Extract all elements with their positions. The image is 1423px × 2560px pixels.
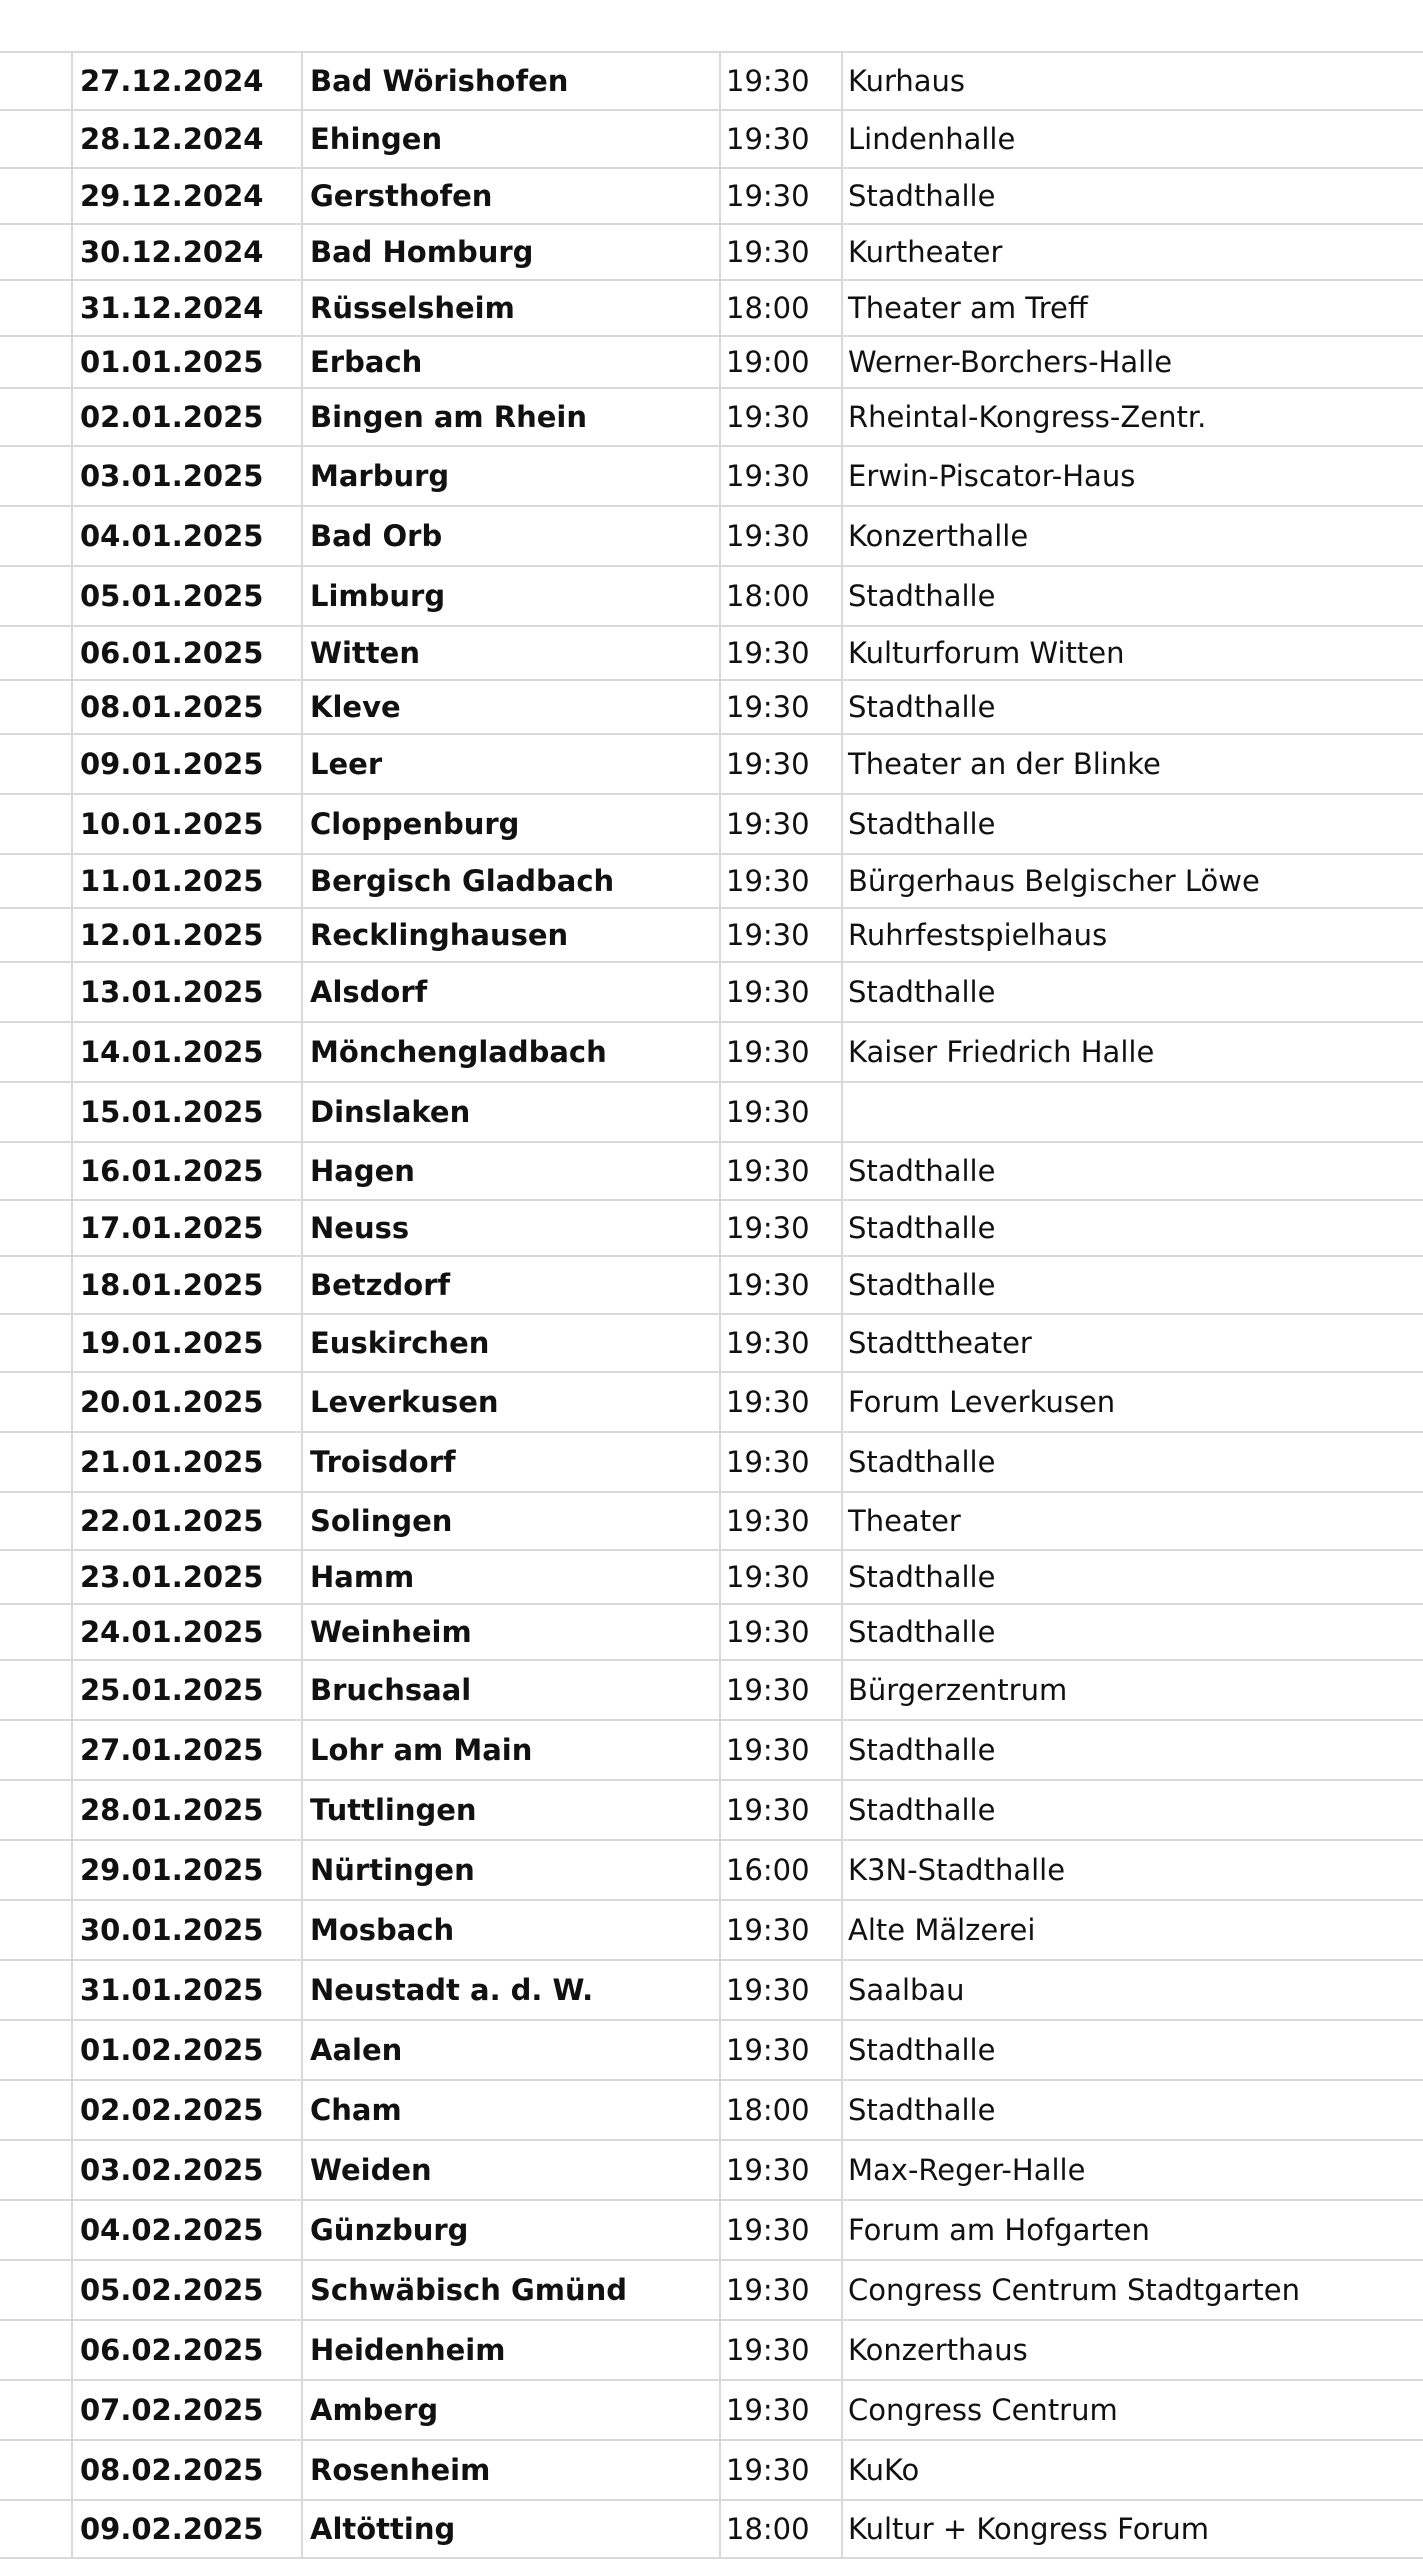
- city-cell: Betzdorf: [310, 1268, 451, 1302]
- table-row: [0, 280, 1423, 336]
- table-row: [0, 388, 1423, 446]
- date-cell: 27.01.2025: [80, 1733, 264, 1767]
- time-cell: 19:30: [726, 975, 810, 1009]
- city-cell: Bergisch Gladbach: [310, 864, 615, 898]
- time-cell: 19:30: [726, 1326, 810, 1360]
- row-divider: [0, 1549, 1423, 1551]
- table-row: [0, 2320, 1423, 2380]
- row-divider: [0, 2199, 1423, 2201]
- city-cell: Cham: [310, 2093, 402, 2127]
- row-divider: [0, 1719, 1423, 1721]
- table-row: [0, 1082, 1423, 1142]
- date-cell: 29.12.2024: [80, 179, 264, 213]
- time-cell: 19:30: [726, 1973, 810, 2007]
- row-divider: [0, 505, 1423, 507]
- date-cell: 17.01.2025: [80, 1211, 264, 1245]
- time-cell: 19:30: [726, 400, 810, 434]
- date-cell: 31.01.2025: [80, 1973, 264, 2007]
- city-cell: Günzburg: [310, 2213, 469, 2247]
- venue-cell: Kultur + Kongress Forum: [848, 2512, 1210, 2546]
- venue-cell: Theater: [848, 1504, 961, 1538]
- date-cell: 28.12.2024: [80, 122, 264, 156]
- venue-cell: Stadttheater: [848, 1326, 1032, 1360]
- table-row: [0, 2200, 1423, 2260]
- row-divider: [0, 2139, 1423, 2141]
- date-cell: 09.02.2025: [80, 2512, 264, 2546]
- row-divider: [0, 1431, 1423, 1433]
- table-row: [0, 854, 1423, 908]
- city-cell: Schwäbisch Gmünd: [310, 2273, 628, 2307]
- table-row: [0, 2380, 1423, 2440]
- row-divider: [0, 1021, 1423, 1023]
- time-cell: 18:00: [726, 291, 810, 325]
- city-cell: Bad Homburg: [310, 235, 534, 269]
- time-cell: 19:30: [726, 64, 810, 98]
- table-row: [0, 224, 1423, 280]
- column-divider: [841, 52, 843, 2558]
- table-row: [0, 680, 1423, 734]
- table-row: [0, 2080, 1423, 2140]
- city-cell: Gersthofen: [310, 179, 493, 213]
- city-cell: Rosenheim: [310, 2453, 491, 2487]
- date-cell: 03.01.2025: [80, 459, 264, 493]
- venue-cell: Stadthalle: [848, 2093, 996, 2127]
- time-cell: 19:30: [726, 1673, 810, 1707]
- time-cell: 19:30: [726, 690, 810, 724]
- date-cell: 22.01.2025: [80, 1504, 264, 1538]
- table-row: [0, 1720, 1423, 1780]
- row-divider: [0, 2439, 1423, 2441]
- time-cell: 16:00: [726, 1853, 810, 1887]
- row-divider: [0, 961, 1423, 963]
- row-divider: [0, 445, 1423, 447]
- time-cell: 19:30: [726, 1154, 810, 1188]
- city-cell: Neustadt a. d. W.: [310, 1973, 594, 2007]
- city-cell: Leer: [310, 747, 383, 781]
- venue-cell: Stadthalle: [848, 1615, 996, 1649]
- venue-cell: Stadthalle: [848, 1211, 996, 1245]
- row-divider: [0, 1659, 1423, 1661]
- table-row: [0, 908, 1423, 962]
- row-divider: [0, 223, 1423, 225]
- table-row: [0, 2500, 1423, 2558]
- city-cell: Euskirchen: [310, 1326, 490, 1360]
- table-row: [0, 566, 1423, 626]
- city-cell: Hagen: [310, 1154, 415, 1188]
- date-cell: 16.01.2025: [80, 1154, 264, 1188]
- row-divider: [0, 1603, 1423, 1605]
- time-cell: 19:30: [726, 235, 810, 269]
- date-cell: 18.01.2025: [80, 1268, 264, 1302]
- venue-cell: Max-Reger-Halle: [848, 2153, 1086, 2187]
- table-row: [0, 1780, 1423, 1840]
- date-cell: 08.02.2025: [80, 2453, 264, 2487]
- time-cell: 19:30: [726, 1504, 810, 1538]
- time-cell: 19:30: [726, 2393, 810, 2427]
- time-cell: 19:30: [726, 2153, 810, 2187]
- table-row: [0, 962, 1423, 1022]
- time-cell: 19:30: [726, 1615, 810, 1649]
- city-cell: Bingen am Rhein: [310, 400, 587, 434]
- venue-cell: Kurtheater: [848, 235, 1003, 269]
- time-cell: 19:30: [726, 1913, 810, 1947]
- row-divider: [0, 625, 1423, 627]
- table-row: [0, 1314, 1423, 1372]
- table-row: [0, 336, 1423, 388]
- row-divider: [0, 733, 1423, 735]
- table-row: [0, 506, 1423, 566]
- city-cell: Bad Wörishofen: [310, 64, 569, 98]
- time-cell: 18:00: [726, 579, 810, 613]
- time-cell: 19:30: [726, 1211, 810, 1245]
- date-cell: 08.01.2025: [80, 690, 264, 724]
- time-cell: 19:30: [726, 1095, 810, 1129]
- row-divider: [0, 109, 1423, 111]
- city-cell: Mönchengladbach: [310, 1035, 607, 1069]
- row-divider: [0, 1141, 1423, 1143]
- venue-cell: Rheintal-Kongress-Zentr.: [848, 400, 1207, 434]
- city-cell: Marburg: [310, 459, 450, 493]
- venue-cell: Stadthalle: [848, 1268, 996, 1302]
- row-divider: [0, 793, 1423, 795]
- city-cell: Mosbach: [310, 1913, 455, 1947]
- date-cell: 13.01.2025: [80, 975, 264, 1009]
- venue-cell: Alte Mälzerei: [848, 1913, 1036, 1947]
- date-cell: 11.01.2025: [80, 864, 264, 898]
- venue-cell: Congress Centrum Stadtgarten: [848, 2273, 1300, 2307]
- time-cell: 19:30: [726, 864, 810, 898]
- table-row: [0, 2140, 1423, 2200]
- city-cell: Kleve: [310, 690, 401, 724]
- table-row: [0, 1256, 1423, 1314]
- date-cell: 21.01.2025: [80, 1445, 264, 1479]
- time-cell: 19:30: [726, 918, 810, 952]
- table-row: [0, 110, 1423, 168]
- time-cell: 18:00: [726, 2093, 810, 2127]
- date-cell: 09.01.2025: [80, 747, 264, 781]
- row-divider: [0, 1491, 1423, 1493]
- row-divider: [0, 279, 1423, 281]
- table-row: [0, 1840, 1423, 1900]
- city-cell: Rüsselsheim: [310, 291, 515, 325]
- date-cell: 02.01.2025: [80, 400, 264, 434]
- time-cell: 19:30: [726, 1445, 810, 1479]
- time-cell: 19:30: [726, 1268, 810, 1302]
- row-divider: [0, 387, 1423, 389]
- city-cell: Bruchsaal: [310, 1673, 472, 1707]
- venue-cell: Stadthalle: [848, 1793, 996, 1827]
- row-divider: [0, 2557, 1423, 2559]
- row-divider: [0, 907, 1423, 909]
- city-cell: Recklinghausen: [310, 918, 569, 952]
- venue-cell: Ruhrfestspielhaus: [848, 918, 1108, 952]
- table-row: [0, 1900, 1423, 1960]
- row-divider: [0, 2079, 1423, 2081]
- time-cell: 19:30: [726, 459, 810, 493]
- date-cell: 01.01.2025: [80, 345, 264, 379]
- venue-cell: Werner-Borchers-Halle: [848, 345, 1173, 379]
- row-divider: [0, 2319, 1423, 2321]
- city-cell: Bad Orb: [310, 519, 443, 553]
- row-divider: [0, 335, 1423, 337]
- row-divider: [0, 679, 1423, 681]
- venue-cell: Erwin-Piscator-Haus: [848, 459, 1136, 493]
- venue-cell: Stadthalle: [848, 179, 996, 213]
- row-divider: [0, 2019, 1423, 2021]
- table-row: [0, 1022, 1423, 1082]
- date-cell: 24.01.2025: [80, 1615, 264, 1649]
- date-cell: 04.01.2025: [80, 519, 264, 553]
- table-row: [0, 2020, 1423, 2080]
- time-cell: 19:00: [726, 345, 810, 379]
- city-cell: Ehingen: [310, 122, 443, 156]
- date-cell: 07.02.2025: [80, 2393, 264, 2427]
- city-cell: Solingen: [310, 1504, 453, 1538]
- venue-cell: Theater am Treff: [848, 291, 1088, 325]
- row-divider: [0, 1899, 1423, 1901]
- date-cell: 30.01.2025: [80, 1913, 264, 1947]
- date-cell: 15.01.2025: [80, 1095, 264, 1129]
- date-cell: 05.01.2025: [80, 579, 264, 613]
- venue-cell: Konzerthaus: [848, 2333, 1028, 2367]
- time-cell: 19:30: [726, 807, 810, 841]
- city-cell: Nürtingen: [310, 1853, 475, 1887]
- venue-cell: KuKo: [848, 2453, 920, 2487]
- venue-cell: Kaiser Friedrich Halle: [848, 1035, 1155, 1069]
- table-row: [0, 1660, 1423, 1720]
- row-divider: [0, 1081, 1423, 1083]
- time-cell: 19:30: [726, 2213, 810, 2247]
- row-divider: [0, 565, 1423, 567]
- row-divider: [0, 2499, 1423, 2501]
- time-cell: 19:30: [726, 519, 810, 553]
- time-cell: 19:30: [726, 1733, 810, 1767]
- time-cell: 19:30: [726, 2453, 810, 2487]
- date-cell: 28.01.2025: [80, 1793, 264, 1827]
- city-cell: Neuss: [310, 1211, 410, 1245]
- time-cell: 19:30: [726, 1560, 810, 1594]
- city-cell: Amberg: [310, 2393, 439, 2427]
- city-cell: Aalen: [310, 2033, 403, 2067]
- table-row: [0, 52, 1423, 110]
- date-cell: 29.01.2025: [80, 1853, 264, 1887]
- row-divider: [0, 51, 1423, 53]
- column-divider: [71, 52, 73, 2558]
- date-cell: 05.02.2025: [80, 2273, 264, 2307]
- row-divider: [0, 1959, 1423, 1961]
- city-cell: Limburg: [310, 579, 446, 613]
- venue-cell: Lindenhalle: [848, 122, 1016, 156]
- city-cell: Hamm: [310, 1560, 415, 1594]
- venue-cell: K3N-Stadthalle: [848, 1853, 1066, 1887]
- venue-cell: Theater an der Blinke: [848, 747, 1161, 781]
- table-row: [0, 734, 1423, 794]
- venue-cell: Stadthalle: [848, 579, 996, 613]
- venue-cell: Congress Centrum: [848, 2393, 1118, 2427]
- row-divider: [0, 1839, 1423, 1841]
- column-divider: [719, 52, 721, 2558]
- row-divider: [0, 853, 1423, 855]
- time-cell: 19:30: [726, 1793, 810, 1827]
- venue-cell: Stadthalle: [848, 690, 996, 724]
- row-divider: [0, 1313, 1423, 1315]
- venue-cell: Stadthalle: [848, 2033, 996, 2067]
- venue-cell: Konzerthalle: [848, 519, 1029, 553]
- table-row: [0, 168, 1423, 224]
- time-cell: 19:30: [726, 2033, 810, 2067]
- date-cell: 06.02.2025: [80, 2333, 264, 2367]
- table-row: [0, 1142, 1423, 1200]
- table-row: [0, 1960, 1423, 2020]
- venue-cell: [842, 1082, 1423, 1142]
- city-cell: Heidenheim: [310, 2333, 506, 2367]
- row-divider: [0, 2379, 1423, 2381]
- row-divider: [0, 1255, 1423, 1257]
- city-cell: Altötting: [310, 2512, 456, 2546]
- venue-cell: Stadthalle: [848, 1560, 996, 1594]
- table-row: [0, 1372, 1423, 1432]
- city-cell: Cloppenburg: [310, 807, 520, 841]
- venue-cell: Bürgerzentrum: [848, 1673, 1068, 1707]
- venue-cell: Forum Leverkusen: [848, 1385, 1116, 1419]
- date-cell: 23.01.2025: [80, 1560, 264, 1594]
- time-cell: 19:30: [726, 747, 810, 781]
- row-divider: [0, 1199, 1423, 1201]
- venue-cell: Stadthalle: [848, 807, 996, 841]
- venue-cell: Stadthalle: [848, 1733, 996, 1767]
- date-cell: 30.12.2024: [80, 235, 264, 269]
- time-cell: 19:30: [726, 122, 810, 156]
- time-cell: 19:30: [726, 1385, 810, 1419]
- venue-cell: Stadthalle: [848, 1154, 996, 1188]
- date-cell: 25.01.2025: [80, 1673, 264, 1707]
- date-cell: 20.01.2025: [80, 1385, 264, 1419]
- time-cell: 19:30: [726, 1035, 810, 1069]
- venue-cell: Kurhaus: [848, 64, 966, 98]
- city-cell: Tuttlingen: [310, 1793, 477, 1827]
- column-divider: [301, 52, 303, 2558]
- time-cell: 19:30: [726, 179, 810, 213]
- time-cell: 19:30: [726, 2273, 810, 2307]
- table-row: [0, 1432, 1423, 1492]
- venue-cell: Forum am Hofgarten: [848, 2213, 1150, 2247]
- date-cell: 04.02.2025: [80, 2213, 264, 2247]
- table-row: [0, 794, 1423, 854]
- row-divider: [0, 1779, 1423, 1781]
- date-cell: 14.01.2025: [80, 1035, 264, 1069]
- date-cell: 06.01.2025: [80, 636, 264, 670]
- venue-cell: Kulturforum Witten: [848, 636, 1125, 670]
- time-cell: 19:30: [726, 2333, 810, 2367]
- date-cell: 01.02.2025: [80, 2033, 264, 2067]
- table-row: [0, 1604, 1423, 1660]
- venue-cell: Stadthalle: [848, 1445, 996, 1479]
- city-cell: Troisdorf: [310, 1445, 456, 1479]
- time-cell: 18:00: [726, 2512, 810, 2546]
- city-cell: Dinslaken: [310, 1095, 471, 1129]
- venue-cell: Saalbau: [848, 1973, 965, 2007]
- date-cell: 27.12.2024: [80, 64, 264, 98]
- date-cell: 19.01.2025: [80, 1326, 264, 1360]
- date-cell: 02.02.2025: [80, 2093, 264, 2127]
- table-row: [0, 446, 1423, 506]
- table-row: [0, 1200, 1423, 1256]
- date-cell: 10.01.2025: [80, 807, 264, 841]
- table-row: [0, 1492, 1423, 1550]
- row-divider: [0, 1371, 1423, 1373]
- table-row: [0, 626, 1423, 680]
- date-cell: 12.01.2025: [80, 918, 264, 952]
- table-row: [0, 2440, 1423, 2500]
- venue-cell: Bürgerhaus Belgischer Löwe: [848, 864, 1260, 898]
- time-cell: 19:30: [726, 636, 810, 670]
- city-cell: Leverkusen: [310, 1385, 499, 1419]
- city-cell: Lohr am Main: [310, 1733, 533, 1767]
- date-cell: 03.02.2025: [80, 2153, 264, 2187]
- city-cell: Witten: [310, 636, 420, 670]
- city-cell: Alsdorf: [310, 975, 428, 1009]
- row-divider: [0, 167, 1423, 169]
- city-cell: Erbach: [310, 345, 423, 379]
- table-row: [0, 1550, 1423, 1604]
- date-cell: 31.12.2024: [80, 291, 264, 325]
- table-row: [0, 2260, 1423, 2320]
- city-cell: Weiden: [310, 2153, 432, 2187]
- venue-cell: Stadthalle: [848, 975, 996, 1009]
- row-divider: [0, 2259, 1423, 2261]
- city-cell: Weinheim: [310, 1615, 472, 1649]
